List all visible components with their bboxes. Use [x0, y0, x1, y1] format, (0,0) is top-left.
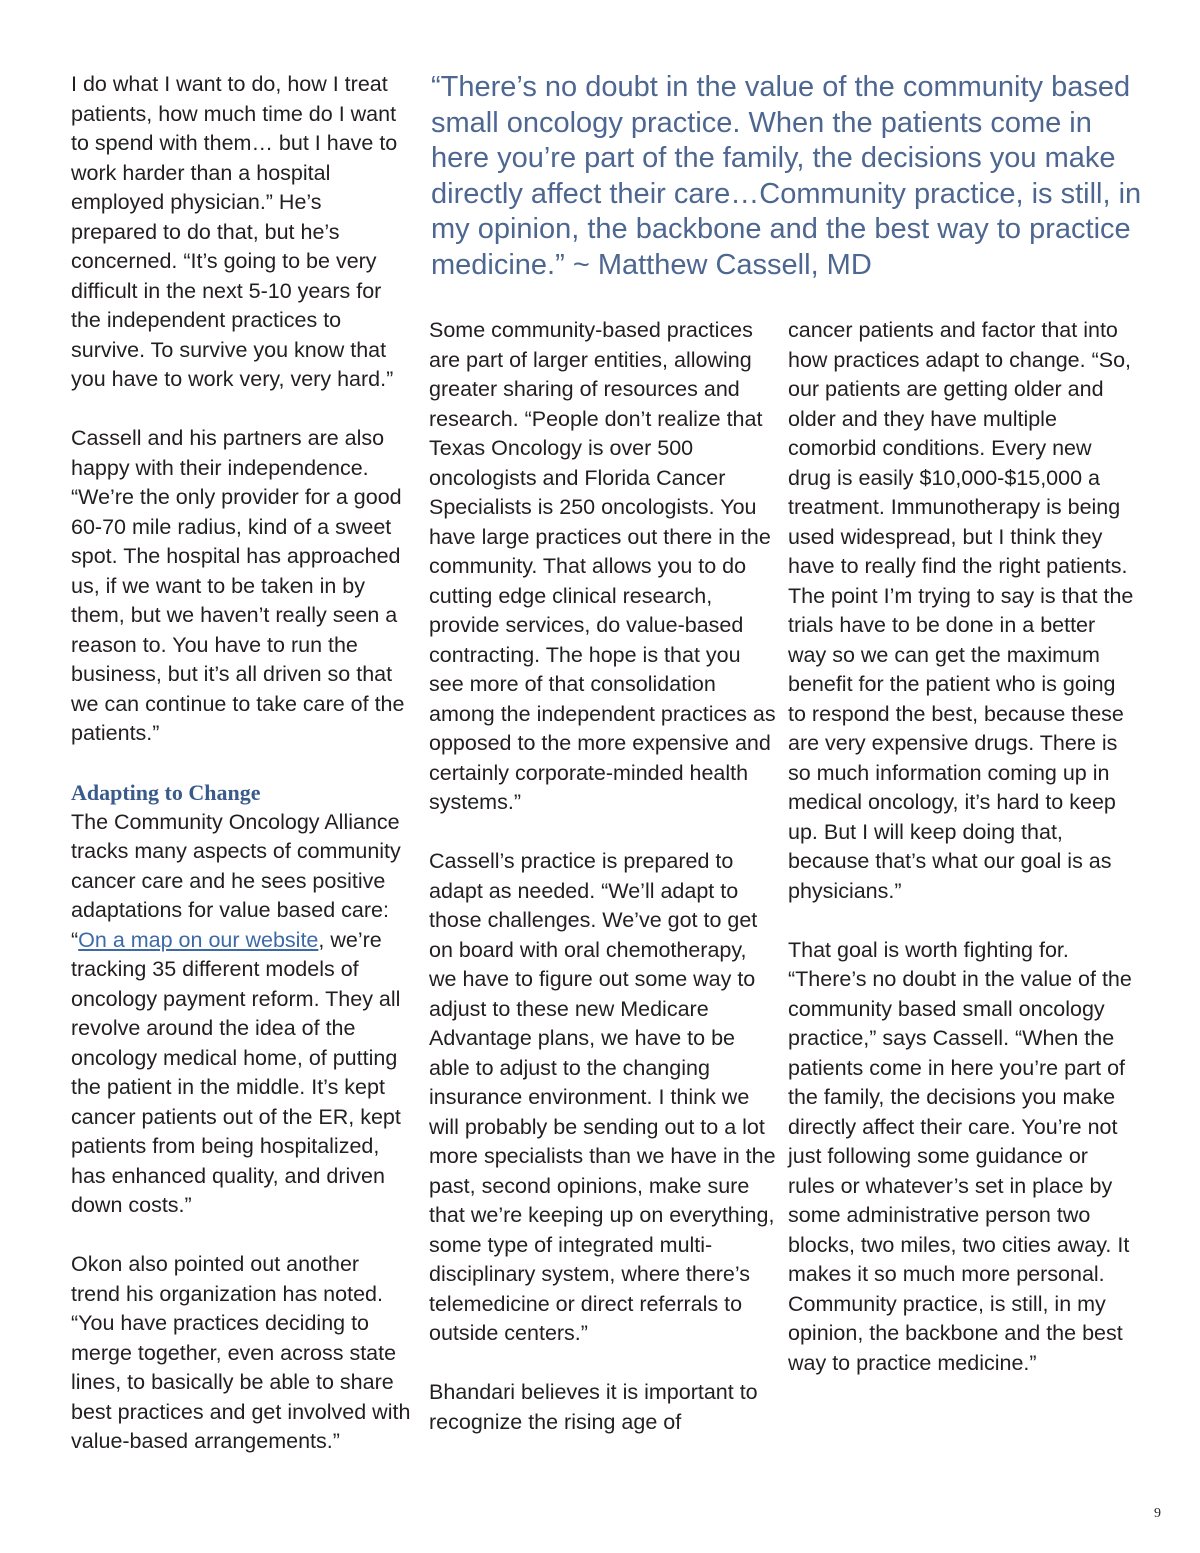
right-column [788, 316, 1138, 1378]
middle-paragraph-2: Cassell’s practice is prepared to adapt as needed. “We’ll adapt to those challenges. We’ve got to get on board with oral chemotherapy, we have to figure out some way to adjust to these new Medicare Advantage plans, we have to be able to adjust to the changing insurance environment. I think we will probably be sending out to a lot more specialists than we have in the past, second opinions, make sure that we’re keeping up on everything, some type of integrated multi-disciplinary system, where there’s telemedicine or direct referrals to outside centers.” [429, 849, 776, 1345]
left-column [71, 70, 411, 1457]
paragraph-gap [71, 1221, 411, 1251]
paragraph-gap [788, 906, 1138, 936]
page-number: 9 [1154, 1506, 1161, 1521]
left-paragraph-2: Cassell and his partners are also happy with their independence. “We’re the only provider for a good 60-70 mile radius, kind of a sweet spot. The hospital has approached us, if we want to be taken in by them, but we haven’t really seen a reason to. You have to run the business, but it’s all driven so that we can continue to take care of the patients.” [71, 426, 405, 745]
middle-column [429, 316, 779, 1437]
paragraph-text: , we’re tracking 35 different models of oncology payment reform. They all revolve around the idea of the oncology medical home, of putting the patient in the middle. It’s kept cancer patients out of the ER, kept patients from being hospitalized, has enhanced quality, and driven down costs.” [71, 927, 401, 1217]
map-website-link[interactable]: On a map on our website [78, 927, 319, 952]
left-paragraph-4: Okon also pointed out another trend his organization has noted. “You have practices deciding to merge together, even across state lines, to basically be able to share best practices and get involved with value-based arrangements.” [71, 1252, 411, 1453]
left-paragraph-3 [71, 808, 411, 1221]
section-heading: Adapting to Change [71, 780, 261, 805]
paragraph-gap [429, 1349, 779, 1379]
paragraph-gap [429, 818, 779, 848]
middle-paragraph-1: Some community-based practices are part of larger entities, allowing greater sharing of resources and research. “People don’t realize that Texas Oncology is over 500 oncologists and Florida Cancer Specialists is 250 oncologists. You have large practices out there in the community. That allows you to do cutting edge clinical research, provide services, do value-based contracting. The hope is that you see more of that consolidation among the independent practices as opposed to the more expensive and certainly corporate-minded health systems.” [429, 318, 776, 814]
paragraph-gap [71, 395, 411, 425]
right-paragraph-2: That goal is worth fighting for. “There’s no doubt in the value of the community based small oncology practice,” says Cassell. “When the patients come in here you’re part of the family, the decisions you make directly affect their care. You’re not just following some guidance or rules or whatever’s set in place by some administrative person two blocks, two miles, two cities away. It makes it so much more personal. Community practice, is still, in my opinion, the backbone and the best way to practice medicine.” [788, 937, 1132, 1375]
right-paragraph-1: cancer patients and factor that into how practices adapt to change. “So, our patients are getting older and older and they have multiple comorbid conditions. Every new drug is easily $10,000-$15,000 a treatment. Immunotherapy is being used widespread, but I think they have to really find the right patients. The point I’m trying to say is that the trials have to be done in a better way so we can get the maximum benefit for the patient who is going to respond the best, because these are very expensive drugs. There is so much information coming up in medical oncology, it’s hard to keep up. But I will keep doing that, because that’s what our goal is as physicians.” [788, 318, 1134, 903]
paragraph-text: The Community Oncology Alliance tracks many aspects of community cancer care and he sees positive adaptations for value based care: “ [71, 809, 401, 952]
pull-quote: “There’s no doubt in the value of the community based small oncology practice. When the patients come in here you’re part of the family, the decisions you make directly affect their care…Community practice, is still, in my opinion, the backbone and the best way to practice medicine.” ~ Matthew Cassell, MD [431, 71, 1142, 281]
middle-paragraph-3: Bhandari believes it is important to recognize the rising age of [429, 1380, 758, 1434]
left-paragraph-1: I do what I want to do, how I treat patients, how much time do I want to spend with them… but I have to work harder than a hospital employed physician.” He’s prepared to do that, but he’s concerned. “It’s going to be very difficult in the next 5-10 years for the independent practices to survive. To survive you know that you have to work very, very hard.” [71, 72, 398, 391]
paragraph-gap [71, 749, 411, 779]
